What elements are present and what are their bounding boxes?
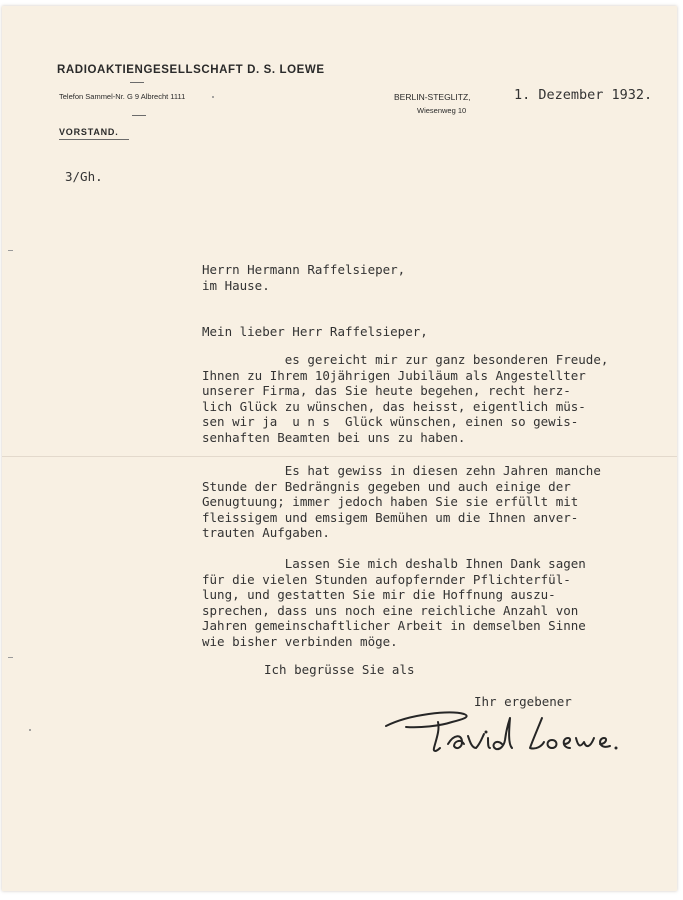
phone-number: Telefon Sammel-Nr. G 9 Albrecht 1111 — [59, 92, 186, 101]
department-underline — [59, 139, 129, 140]
paper-speck — [212, 96, 214, 98]
letter-sheet — [2, 6, 677, 891]
paragraph-2: Es hat gewiss in diesen zehn Jahren manche Stunde der Bedrängnis gegeben und auch einige der Genugtuung; immer jedoch haben Sie sie erfüllt mit fleissigem und emsigem Bemühen um die Ihnen anver- trauten Aufgaben. — [202, 463, 601, 541]
regards-line: Ihr ergebener — [474, 694, 572, 709]
salutation: Mein lieber Herr Raffelsieper, — [202, 324, 428, 339]
fold-mark — [8, 250, 13, 251]
city-label: BERLIN-STEGLITZ, — [394, 92, 471, 102]
fold-mark — [8, 657, 13, 658]
divider — [132, 115, 146, 116]
recipient-location: im Hause. — [202, 278, 270, 293]
department-label: VORSTAND. — [59, 127, 119, 137]
closing-line: Ich begrüsse Sie als — [264, 662, 415, 677]
divider — [130, 82, 144, 83]
paragraph-3: Lassen Sie mich deshalb Ihnen Dank sagen für die vielen Stunden aufopfernder Pflichterfül- lung, und gestatten Sie mir die Hoffnung auszu- sprechen, dass uns noch eine reichliche Anzahl von Jahren gemeinschaftlicher Arbeit in demselben Sinne wie bisher verbinden möge. — [202, 556, 586, 649]
paragraph-1: es gereicht mir zur ganz besonderen Freude, Ihnen zu Ihrem 10jährigen Jubiläum als Angestellter unserer Firma, das Sie heute begehen, recht herz- lich Glück zu wünschen, das heisst, eigentlich müs- sen wir ja u n s Glück wünschen, einen so gewis- senhaften Beamten bei uns zu haben. — [202, 352, 609, 445]
paper-speck — [29, 729, 31, 731]
company-name: RADIOAKTIENGESELLSCHAFT D. S. LOEWE — [57, 64, 325, 76]
fold-line — [2, 456, 677, 457]
letter-date: 1. Dezember 1932. — [514, 87, 653, 103]
signature-image — [380, 700, 640, 760]
recipient-name: Herrn Hermann Raffelsieper, — [202, 262, 406, 277]
street-address: Wiesenweg 10 — [417, 106, 467, 115]
reference-code: 3/Gh. — [65, 169, 103, 184]
